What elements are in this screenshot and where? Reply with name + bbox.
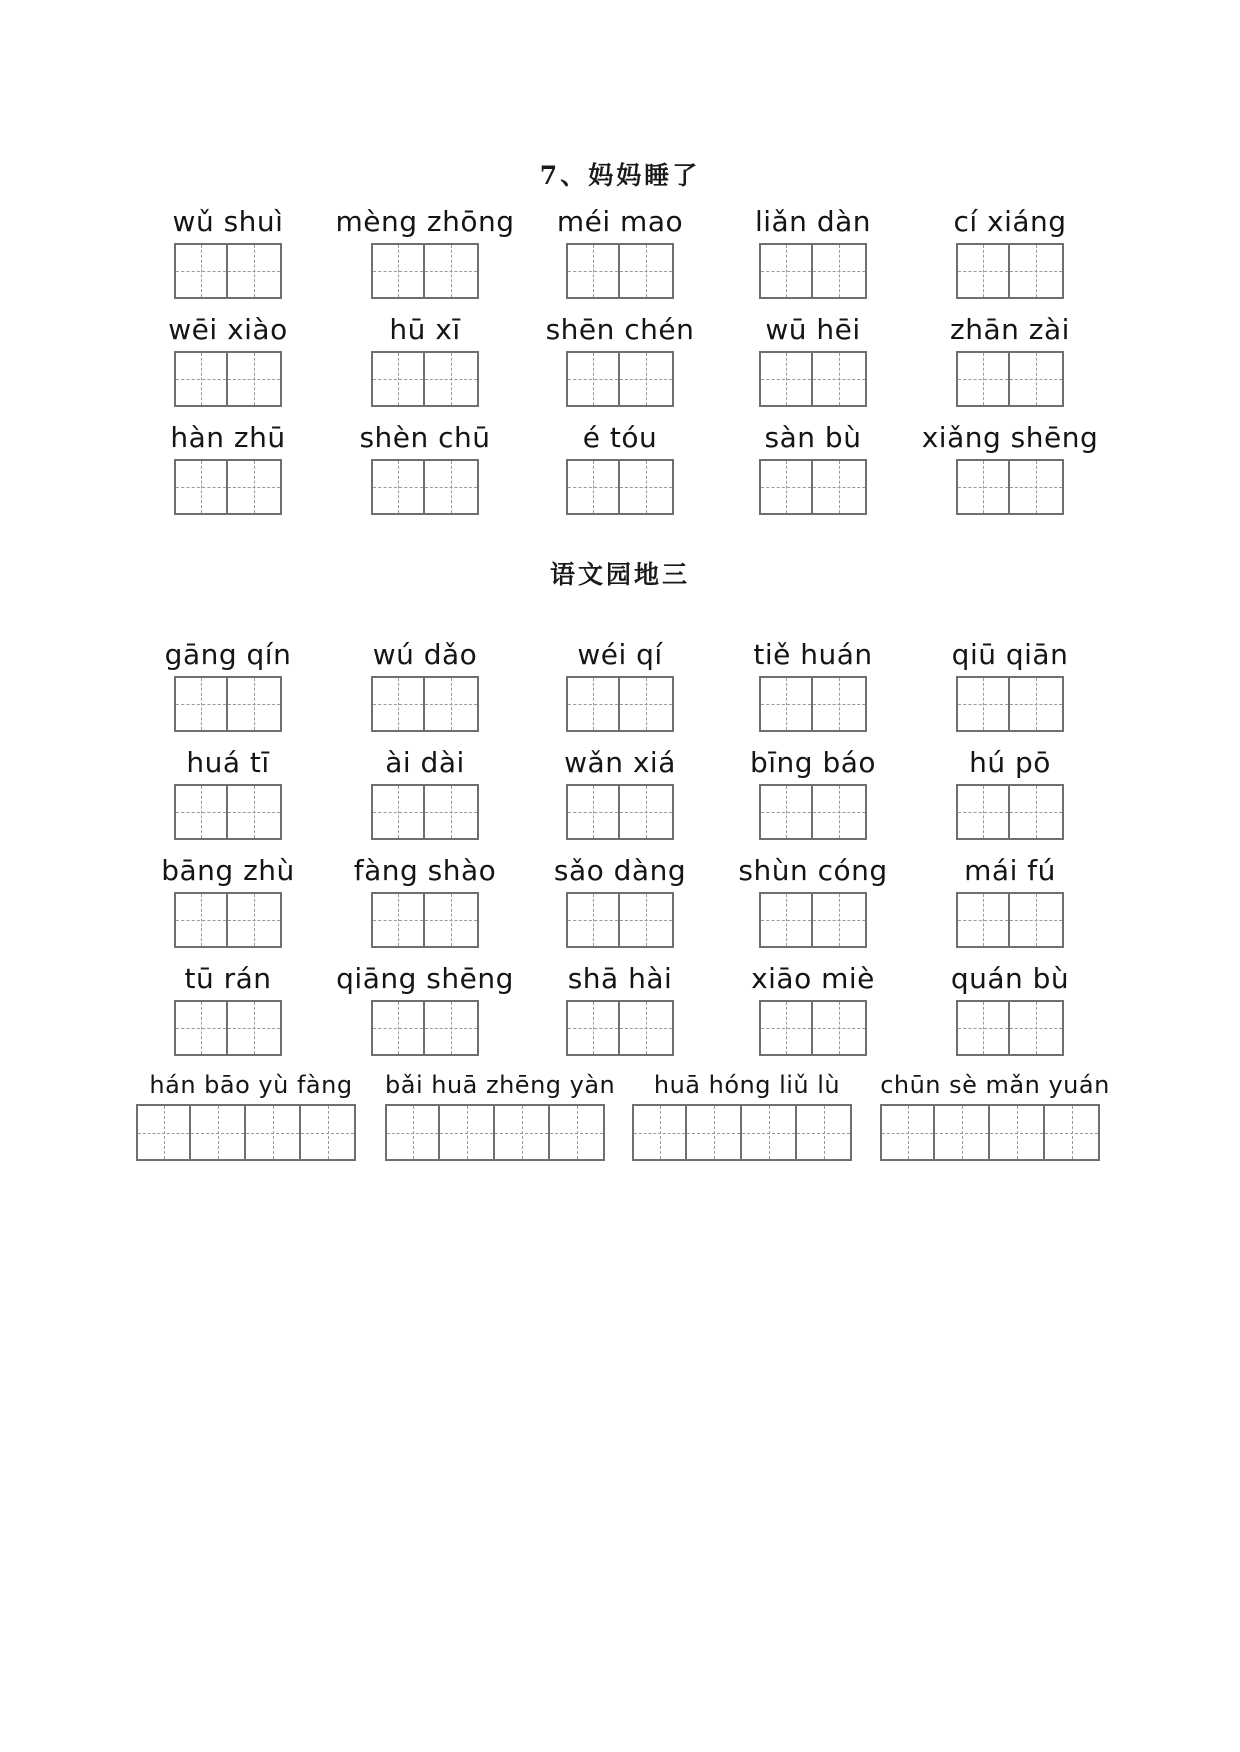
pinyin-item — [325, 744, 525, 840]
pinyin-item — [713, 311, 913, 407]
writing-box[interactable] — [566, 351, 620, 407]
writing-box[interactable] — [1010, 243, 1064, 299]
writing-box[interactable] — [301, 1104, 356, 1161]
pinyin-item — [713, 960, 913, 1056]
pinyin-item — [520, 311, 720, 407]
pinyin-label: méi mao — [556, 205, 684, 238]
idiom-item — [632, 1068, 862, 1161]
writing-box[interactable] — [425, 351, 479, 407]
pinyin-item — [325, 419, 525, 515]
writing-box[interactable] — [371, 243, 425, 299]
pinyin-label: shēn chén — [545, 313, 695, 346]
pinyin-item — [325, 311, 525, 407]
pinyin-label: qiāng shēng — [336, 962, 514, 995]
writing-box[interactable] — [566, 784, 620, 840]
writing-box[interactable] — [687, 1104, 742, 1161]
idiom-pinyin-label: huā hóng liǔ lù — [653, 1071, 841, 1099]
pinyin-label: xiāo miè — [751, 962, 875, 995]
pinyin-item — [325, 203, 525, 299]
writing-box[interactable] — [797, 1104, 852, 1161]
writing-box[interactable] — [425, 1000, 479, 1056]
writing-box[interactable] — [371, 892, 425, 948]
writing-box[interactable] — [813, 676, 867, 732]
writing-box[interactable] — [246, 1104, 301, 1161]
writing-grid — [713, 243, 913, 299]
writing-box[interactable] — [174, 351, 228, 407]
pinyin-label: wú dǎo — [372, 638, 478, 671]
pinyin-label: bāng zhù — [161, 854, 295, 887]
writing-box[interactable] — [813, 784, 867, 840]
writing-box[interactable] — [620, 892, 674, 948]
writing-box[interactable] — [759, 784, 813, 840]
section-title-lesson-7: 7、妈妈睡了 — [539, 161, 701, 190]
writing-box[interactable] — [228, 243, 282, 299]
pinyin-label: hú pō — [969, 746, 1051, 779]
writing-box[interactable] — [566, 892, 620, 948]
writing-box[interactable] — [956, 351, 1010, 407]
pinyin-item — [520, 744, 720, 840]
writing-box[interactable] — [1010, 1000, 1064, 1056]
pinyin-item — [713, 203, 913, 299]
writing-grid — [713, 892, 913, 948]
writing-grid — [128, 351, 328, 407]
pinyin-label: cí xiáng — [953, 205, 1067, 238]
writing-box[interactable] — [1010, 459, 1064, 515]
writing-box[interactable] — [813, 351, 867, 407]
writing-box[interactable] — [620, 459, 674, 515]
writing-box[interactable] — [228, 1000, 282, 1056]
writing-box[interactable] — [1010, 784, 1064, 840]
pinyin-item — [910, 419, 1110, 515]
writing-grid — [910, 459, 1110, 515]
writing-box[interactable] — [425, 784, 479, 840]
writing-box[interactable] — [566, 1000, 620, 1056]
writing-box[interactable] — [136, 1104, 191, 1161]
writing-grid — [520, 1000, 720, 1056]
writing-box[interactable] — [1045, 1104, 1100, 1161]
writing-box[interactable] — [228, 676, 282, 732]
writing-box[interactable] — [228, 351, 282, 407]
pinyin-item — [128, 419, 328, 515]
writing-grid — [520, 459, 720, 515]
pinyin-label: mái fú — [964, 854, 1056, 887]
writing-box[interactable] — [174, 243, 228, 299]
writing-grid — [325, 676, 525, 732]
writing-grid — [520, 892, 720, 948]
pinyin-item — [520, 419, 720, 515]
pinyin-item — [128, 744, 328, 840]
writing-grid — [520, 351, 720, 407]
writing-box[interactable] — [956, 892, 1010, 948]
idiom-pinyin-label: hán bāo yù fàng — [149, 1071, 353, 1099]
pinyin-label: gāng qín — [164, 638, 292, 671]
pinyin-label: wēi xiào — [168, 313, 288, 346]
pinyin-item — [713, 852, 913, 948]
writing-box[interactable] — [759, 1000, 813, 1056]
writing-box[interactable] — [425, 892, 479, 948]
pinyin-label: xiǎng shēng — [921, 421, 1099, 454]
pinyin-item — [520, 852, 720, 948]
writing-grid — [520, 676, 720, 732]
idiom-item — [385, 1068, 615, 1161]
writing-grid — [128, 243, 328, 299]
writing-box[interactable] — [174, 784, 228, 840]
writing-grid — [713, 784, 913, 840]
writing-box[interactable] — [880, 1104, 935, 1161]
writing-box[interactable] — [371, 351, 425, 407]
writing-grid — [880, 1104, 1110, 1161]
pinyin-item — [325, 636, 525, 732]
writing-box[interactable] — [174, 892, 228, 948]
section-title-yuwen-yuandi-3: 语文园地三 — [549, 560, 690, 589]
writing-box[interactable] — [228, 784, 282, 840]
writing-box[interactable] — [813, 243, 867, 299]
pinyin-item — [713, 419, 913, 515]
writing-grid — [325, 243, 525, 299]
pinyin-label: qiū qiān — [951, 638, 1069, 671]
pinyin-item — [520, 636, 720, 732]
writing-box[interactable] — [956, 459, 1010, 515]
pinyin-label: é tóu — [582, 421, 658, 454]
writing-box[interactable] — [174, 676, 228, 732]
writing-box[interactable] — [620, 351, 674, 407]
writing-grid — [128, 784, 328, 840]
pinyin-label: wū hēi — [765, 313, 861, 346]
writing-grid — [910, 676, 1110, 732]
pinyin-label: wǎn xiá — [564, 746, 676, 779]
writing-grid — [325, 784, 525, 840]
writing-box[interactable] — [935, 1104, 990, 1161]
writing-box[interactable] — [440, 1104, 495, 1161]
writing-box[interactable] — [228, 892, 282, 948]
writing-grid — [910, 243, 1110, 299]
idiom-pinyin-label: chūn sè mǎn yuán — [880, 1071, 1110, 1099]
pinyin-label: tū rán — [184, 962, 272, 995]
writing-grid — [325, 459, 525, 515]
writing-box[interactable] — [1010, 676, 1064, 732]
pinyin-item — [910, 203, 1110, 299]
pinyin-item — [128, 311, 328, 407]
pinyin-label: zhān zài — [950, 313, 1070, 346]
writing-box[interactable] — [956, 784, 1010, 840]
pinyin-item — [128, 636, 328, 732]
writing-box[interactable] — [550, 1104, 605, 1161]
writing-grid — [385, 1104, 615, 1161]
idiom-item — [136, 1068, 366, 1161]
pinyin-item — [128, 960, 328, 1056]
writing-grid — [136, 1104, 366, 1161]
pinyin-label: wéi qí — [577, 638, 663, 671]
pinyin-label: huá tī — [186, 746, 270, 779]
writing-grid — [325, 351, 525, 407]
writing-box[interactable] — [990, 1104, 1045, 1161]
pinyin-item — [128, 852, 328, 948]
writing-box[interactable] — [425, 243, 479, 299]
pinyin-label: mèng zhōng — [335, 205, 515, 238]
writing-box[interactable] — [956, 1000, 1010, 1056]
pinyin-item — [325, 852, 525, 948]
writing-grid — [520, 784, 720, 840]
writing-box[interactable] — [566, 459, 620, 515]
pinyin-label: sàn bù — [764, 421, 862, 454]
pinyin-item — [520, 203, 720, 299]
writing-grid — [910, 784, 1110, 840]
pinyin-label: ài dài — [385, 746, 465, 779]
writing-grid — [128, 676, 328, 732]
pinyin-item — [910, 960, 1110, 1056]
pinyin-label: bīng báo — [749, 746, 877, 779]
writing-box[interactable] — [371, 784, 425, 840]
writing-box[interactable] — [228, 459, 282, 515]
pinyin-item — [713, 636, 913, 732]
writing-box[interactable] — [759, 676, 813, 732]
writing-box[interactable] — [566, 676, 620, 732]
writing-box[interactable] — [956, 676, 1010, 732]
writing-box[interactable] — [566, 243, 620, 299]
idiom-pinyin-label: bǎi huā zhēng yàn — [385, 1071, 616, 1099]
writing-grid — [910, 351, 1110, 407]
pinyin-item — [520, 960, 720, 1056]
writing-box[interactable] — [385, 1104, 440, 1161]
pinyin-label: fàng shào — [353, 854, 497, 887]
writing-grid — [128, 892, 328, 948]
pinyin-item — [325, 960, 525, 1056]
writing-box[interactable] — [956, 243, 1010, 299]
idiom-item — [880, 1068, 1110, 1161]
writing-box[interactable] — [1010, 351, 1064, 407]
writing-grid — [128, 459, 328, 515]
writing-box[interactable] — [813, 892, 867, 948]
writing-box[interactable] — [620, 243, 674, 299]
writing-box[interactable] — [1010, 892, 1064, 948]
writing-grid — [910, 1000, 1110, 1056]
writing-box[interactable] — [425, 676, 479, 732]
writing-box[interactable] — [495, 1104, 550, 1161]
writing-grid — [632, 1104, 862, 1161]
pinyin-label: hū xī — [389, 313, 461, 346]
writing-grid — [325, 892, 525, 948]
pinyin-label: hàn zhū — [170, 421, 286, 454]
writing-box[interactable] — [371, 459, 425, 515]
pinyin-label: wǔ shuì — [172, 205, 284, 238]
pinyin-label: liǎn dàn — [754, 205, 872, 238]
writing-grid — [713, 676, 913, 732]
pinyin-item — [713, 744, 913, 840]
writing-box[interactable] — [759, 459, 813, 515]
writing-box[interactable] — [620, 784, 674, 840]
pinyin-item — [910, 636, 1110, 732]
writing-box[interactable] — [742, 1104, 797, 1161]
pinyin-label: shèn chū — [359, 421, 491, 454]
pinyin-label: shā hài — [567, 962, 673, 995]
writing-box[interactable] — [632, 1104, 687, 1161]
pinyin-label: quán bù — [950, 962, 1070, 995]
pinyin-item — [910, 311, 1110, 407]
pinyin-item — [910, 744, 1110, 840]
writing-box[interactable] — [620, 1000, 674, 1056]
writing-grid — [128, 1000, 328, 1056]
writing-box[interactable] — [759, 243, 813, 299]
writing-box[interactable] — [371, 676, 425, 732]
writing-grid — [713, 459, 913, 515]
writing-grid — [713, 351, 913, 407]
writing-box[interactable] — [813, 459, 867, 515]
pinyin-item — [910, 852, 1110, 948]
writing-grid — [713, 1000, 913, 1056]
writing-box[interactable] — [371, 1000, 425, 1056]
writing-grid — [520, 243, 720, 299]
writing-box[interactable] — [759, 892, 813, 948]
writing-grid — [910, 892, 1110, 948]
pinyin-item — [128, 203, 328, 299]
pinyin-label: sǎo dàng — [553, 854, 687, 887]
writing-grid — [325, 1000, 525, 1056]
writing-box[interactable] — [813, 1000, 867, 1056]
pinyin-label: shùn cóng — [738, 854, 888, 887]
writing-box[interactable] — [174, 1000, 228, 1056]
writing-box[interactable] — [174, 459, 228, 515]
writing-box[interactable] — [620, 676, 674, 732]
writing-box[interactable] — [191, 1104, 246, 1161]
writing-box[interactable] — [759, 351, 813, 407]
pinyin-label: tiě huán — [753, 638, 873, 671]
writing-box[interactable] — [425, 459, 479, 515]
